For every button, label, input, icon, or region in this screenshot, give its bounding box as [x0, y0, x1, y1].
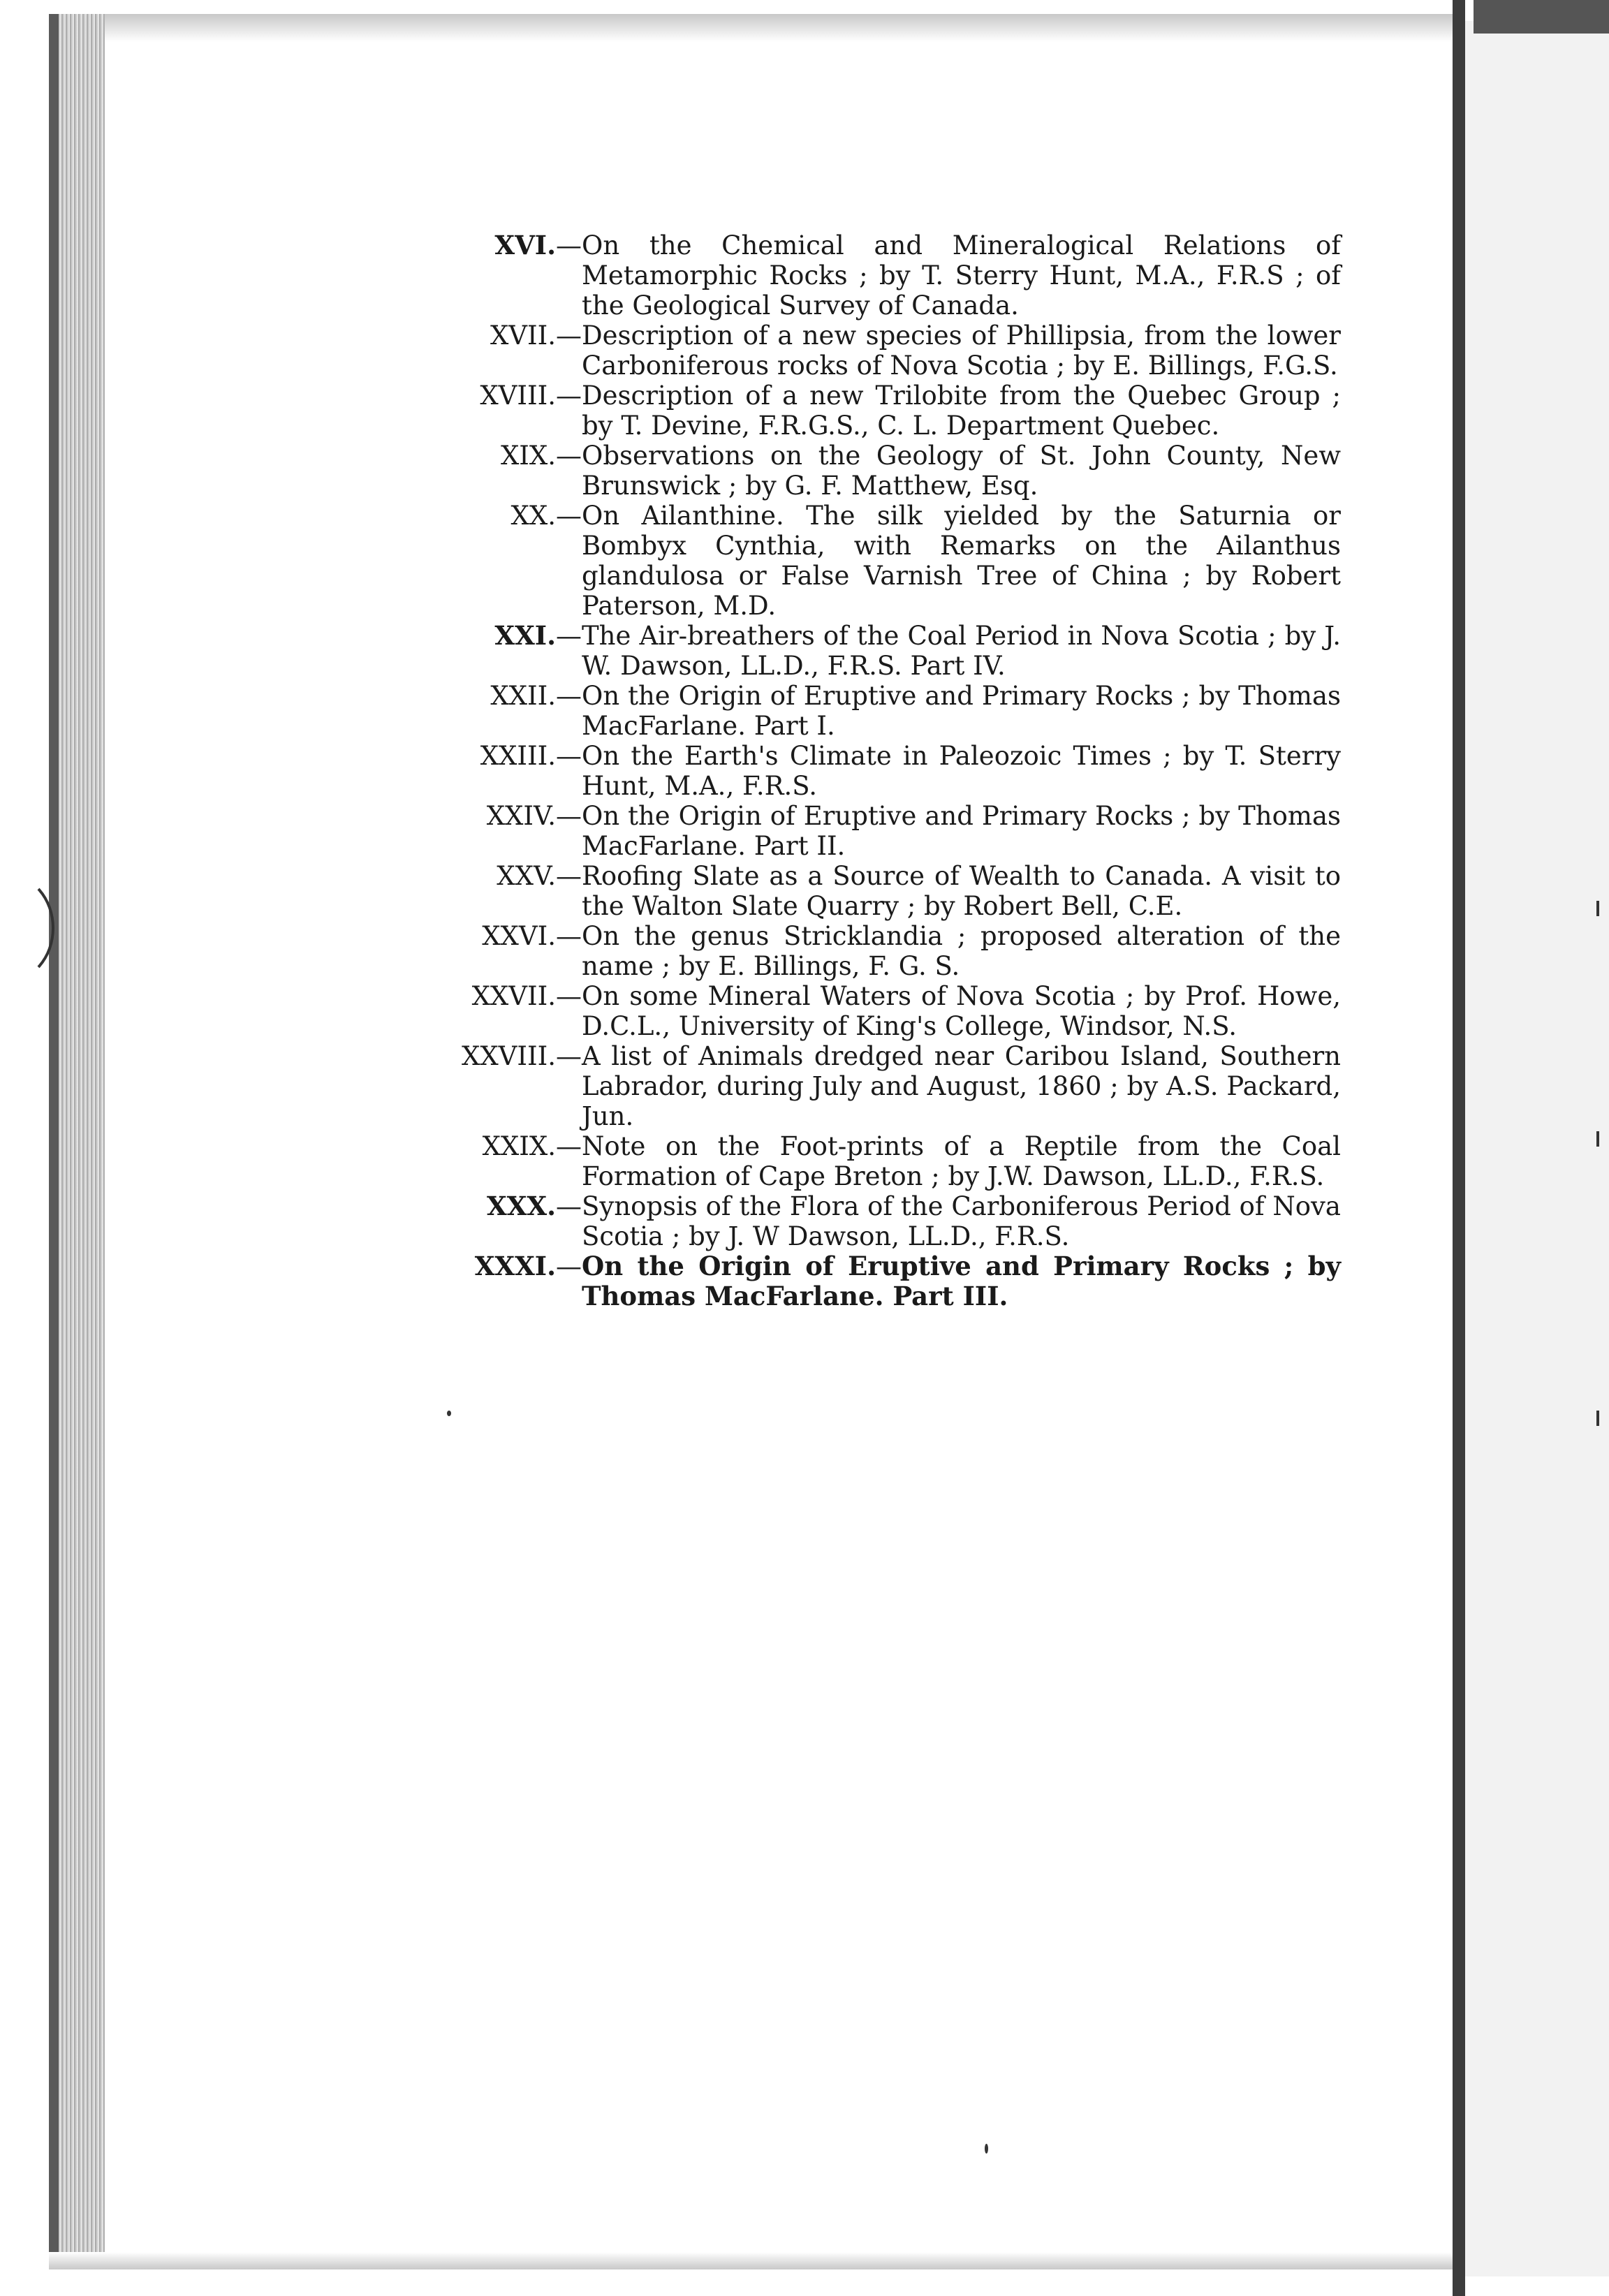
facing-page-mark [1596, 901, 1599, 916]
facing-page-edge [1465, 21, 1609, 2276]
entry-numeral: XXIX. [482, 1131, 556, 1161]
book-spine [1453, 0, 1465, 2296]
ink-speck [985, 2144, 988, 2154]
entry-numeral: XXVI. [482, 921, 556, 951]
toc-entry-xxi: XXI. — The Air-breathers of the Coal Period in Nova Scotia ; by J. W. Dawson, LL.D., F.R.S. Part IV. [419, 621, 1341, 681]
entry-title: Note on the Foot-prints of a Reptile from the Coal Formation of Cape Breton ; by J.W. Dawson, LL.D., F.R.S. [582, 1131, 1341, 1191]
toc-entry-xxvii: XXVII. — On some Mineral Waters of Nova Scotia ; by Prof. Howe, D.C.L., University of King's College, Windsor, N.S. [419, 981, 1341, 1041]
toc-entry-xxiii: XXIII. — On the Earth's Climate in Paleozoic Times ; by T. Sterry Hunt, M.A., F.R.S. [419, 741, 1341, 801]
entry-numeral: XIX. [500, 441, 556, 471]
entry-numeral: XXII. [490, 681, 556, 711]
toc-entry-xxix: XXIX. — Note on the Foot-prints of a Reptile from the Coal Formation of Cape Breton ; by J.W. Dawson, LL.D., F.R.S. [419, 1131, 1341, 1191]
page-top-edge [49, 14, 1453, 42]
entry-title: On Ailanthine. The silk yielded by the Saturnia or Bombyx Cynthia, with Remarks on the Ailanthus glandulosa or False Varnish Tree of China ; by Robert Paterson, M.D. [582, 501, 1341, 621]
entry-title: On some Mineral Waters of Nova Scotia ; by Prof. Howe, D.C.L., University of King's College, Windsor, N.S. [582, 981, 1341, 1041]
toc-entry-xvi: XVI. — On the Chemical and Mineralogical Relations of Metamorphic Rocks ; by T. Sterry Hunt, M.A., F.R.S ; of the Geological Survey of Canada. [419, 230, 1341, 321]
ink-speck [447, 1411, 451, 1416]
entry-title: Description of a new species of Phillipsia, from the lower Carboniferous rocks of Nova Scotia ; by E. Billings, F.G.S. [582, 321, 1341, 381]
entry-title: On the Origin of Eruptive and Primary Rocks ; by Thomas MacFarlane. Part I. [582, 681, 1341, 741]
entry-title: Description of a new Trilobite from the Quebec Group ; by T. Devine, F.R.G.S., C. L. Department Quebec. [582, 381, 1341, 441]
entry-title: On the Chemical and Mineralogical Relations of Metamorphic Rocks ; by T. Sterry Hunt, M.A., F.R.S ; of the Geological Survey of Canada. [582, 230, 1341, 321]
facing-page-mark [1596, 1411, 1599, 1426]
entry-numeral: XVII. [490, 321, 556, 351]
entry-numeral: XXI. [494, 620, 556, 651]
entry-title: Observations on the Geology of St. John County, New Brunswick ; by G. F. Matthew, Esq. [582, 441, 1341, 501]
entry-numeral: XX. [510, 501, 556, 531]
entry-numeral: XXIV. [486, 801, 556, 831]
toc-entry-xxvi: XXVI. — On the genus Stricklandia ; proposed alteration of the name ; by E. Billings, F. G. S. [419, 921, 1341, 981]
entry-title: On the genus Stricklandia ; proposed alteration of the name ; by E. Billings, F. G. S. [582, 921, 1341, 981]
entry-title: On the Earth's Climate in Paleozoic Times ; by T. Sterry Hunt, M.A., F.R.S. [582, 741, 1341, 801]
toc-entry-xxviii: XXVIII. — A list of Animals dredged near Caribou Island, Southern Labrador, during July and August, 1860 ; by A.S. Packard, Jun. [419, 1041, 1341, 1131]
entry-numeral: XXIII. [480, 741, 556, 771]
entry-title: The Air-breathers of the Coal Period in Nova Scotia ; by J. W. Dawson, LL.D., F.R.S. Part IV. [582, 621, 1341, 681]
entry-title: On the Origin of Eruptive and Primary Rocks ; by Thomas MacFarlane. Part III. [582, 1251, 1341, 1311]
toc-entry-xx: XX. — On Ailanthine. The silk yielded by the Saturnia or Bombyx Cynthia, with Remarks on the Ailanthus glandulosa or False Varnish Tree of China ; by Robert Paterson, M.D. [419, 501, 1341, 621]
toc-entry-xviii: XVIII. — Description of a new Trilobite from the Quebec Group ; by T. Devine, F.R.G.S., C. L. Department Quebec. [419, 381, 1341, 441]
facing-page-mark [1596, 1131, 1599, 1147]
entry-numeral: XXX. [486, 1191, 556, 1221]
toc-entry-xxii: XXII. — On the Origin of Eruptive and Primary Rocks ; by Thomas MacFarlane. Part I. [419, 681, 1341, 741]
toc-entry-xix: XIX. — Observations on the Geology of St. John County, New Brunswick ; by G. F. Matthew, Esq. [419, 441, 1341, 501]
entry-numeral: XVI. [494, 230, 556, 260]
entry-title: A list of Animals dredged near Caribou Island, Southern Labrador, during July and August, 1860 ; by A.S. Packard, Jun. [582, 1041, 1341, 1131]
entry-numeral: XXVIII. [461, 1041, 556, 1071]
toc-entry-xvii: XVII. — Description of a new species of Phillipsia, from the lower Carboniferous rocks of Nova Scotia ; by E. Billings, F.G.S. [419, 321, 1341, 381]
book-cover-edge [49, 14, 59, 2269]
entry-numeral: XVIII. [480, 381, 556, 411]
toc-entry-xxx: XXX. — Synopsis of the Flora of the Carboniferous Period of Nova Scotia ; by J. W Dawson, LL.D., F.R.S. [419, 1191, 1341, 1251]
entry-numeral: XXV. [497, 861, 556, 891]
toc-entry-xxv: XXV. — Roofing Slate as a Source of Wealth to Canada. A visit to the Walton Slate Quarry ; by Robert Bell, C.E. [419, 861, 1341, 921]
facing-page-top [1474, 0, 1609, 34]
entry-title: On the Origin of Eruptive and Primary Rocks ; by Thomas MacFarlane. Part II. [582, 801, 1341, 861]
entry-numeral: XXXI. [474, 1251, 556, 1281]
toc-entry-xxxi: XXXI. — On the Origin of Eruptive and Primary Rocks ; by Thomas MacFarlane. Part III. [419, 1251, 1341, 1311]
page-bottom-edge [49, 2252, 1453, 2269]
entry-title: Synopsis of the Flora of the Carboniferous Period of Nova Scotia ; by J. W Dawson, LL.D., F.R.S. [582, 1191, 1341, 1251]
entry-title: Roofing Slate as a Source of Wealth to Canada. A visit to the Walton Slate Quarry ; by Robert Bell, C.E. [582, 861, 1341, 921]
table-of-contents [419, 230, 1341, 1311]
binding-hole-mark [0, 873, 54, 983]
entry-numeral: XXVII. [471, 981, 556, 1011]
toc-entry-xxiv: XXIV. — On the Origin of Eruptive and Primary Rocks ; by Thomas MacFarlane. Part II. [419, 801, 1341, 861]
